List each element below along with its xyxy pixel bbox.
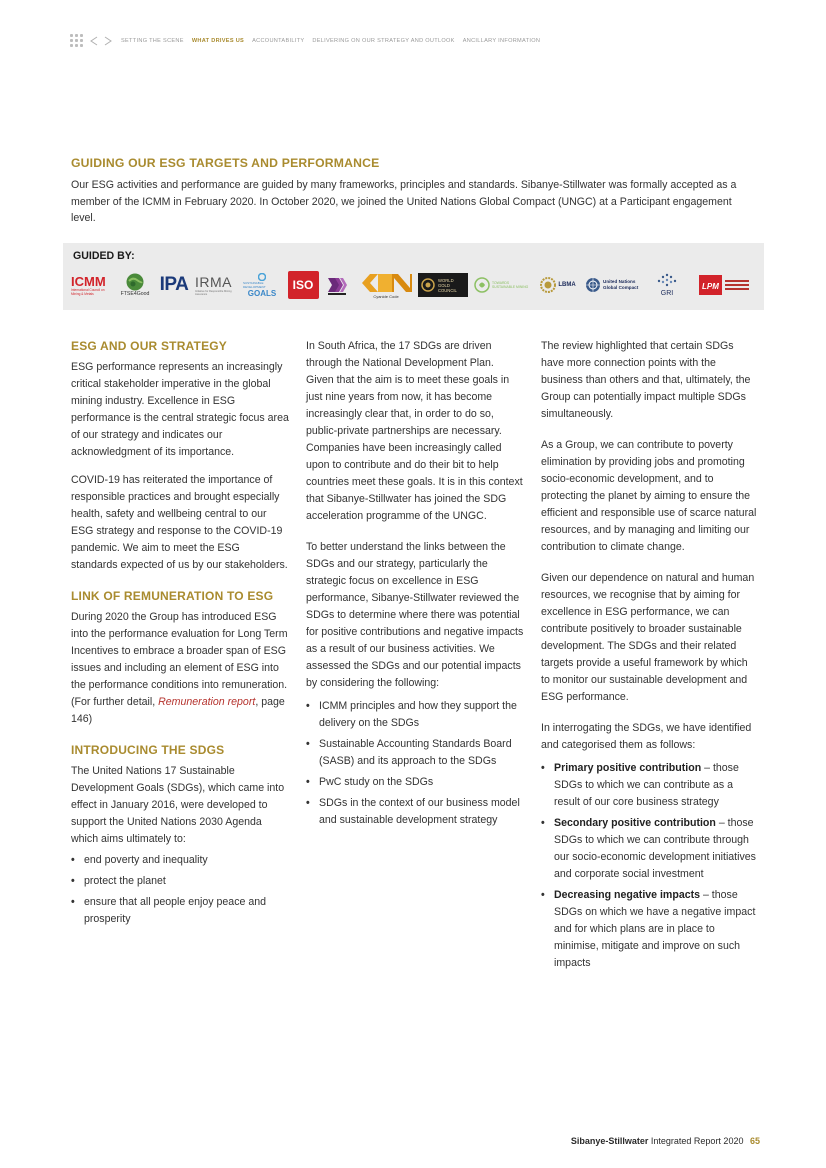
gold-globe-icon [421,278,435,292]
column-2 [306,338,524,833]
page-footer [571,1136,760,1146]
bullet-list [541,760,759,972]
gri-dots-icon [655,272,679,290]
previous-page-icon[interactable] [89,36,99,46]
world-gold-council-logo: WORLD GOLD COUNCIL [418,269,468,301]
paragraph: In South Africa, the 17 SDGs are driven through the National Development Plan. Given that the aim is to meet these goals in just nine years from now, it has become increasingly clear that, in order to do so, public-private partnerships are necessary. Companies have been increasingly called upon to contribute and do their bit to help countries meet these goals. It is in this context that Sibanye-Stillwater has joined the SDG acceleration programme of the UNGC. [306,340,523,522]
list-item: • PwC study on the SDGs [306,774,524,791]
section-title: GUIDING OUR ESG TARGETS AND PERFORMANCE [71,156,380,170]
stripes-logo [325,269,349,301]
report-title: Integrated Report 2020 [650,1136,744,1146]
intro-paragraph: Our ESG activities and performance are guided by many frameworks, principles and standards. Sibanye-Stillwater was formally accepted as a member of the ICMM in February 2020. In October 2020, we joined the United Nations Global Compact (UNGC) at a Participant engagement level. [71,179,737,225]
top-navigation [70,34,548,47]
ipa-logo: IPA [159,274,189,295]
bullet-list [71,852,289,928]
nav-what-drives-us[interactable]: WHAT DRIVES US [191,37,245,44]
column-1 [71,338,289,932]
tsm-leaf-icon [474,277,490,293]
guided-by-panel [63,243,764,310]
cyanide-code-icon [360,272,412,294]
nav-delivering-strategy[interactable]: DELIVERING ON OUR STRATEGY AND OUTLOOK [312,37,455,44]
heading-remuneration: LINK OF REMUNERATION TO ESG [71,589,274,603]
lpm-logo: LPM [693,269,755,301]
list-item: • end poverty and inequality [71,852,289,869]
paragraph: The United Nations 17 Sustainable Development Goals (SDGs), which came into effect in January 2016, were developed to support the United Nations 2030 Agenda which aims ultimately to: [71,765,285,845]
gri-logo: GRI [651,269,683,301]
lbma-seal-icon [540,277,556,293]
cyanide-code-logo: Cyanide Code [359,269,413,301]
heading-esg-strategy: ESG AND OUR STRATEGY [71,339,228,353]
list-item: • ensure that all people enjoy peace and prosperity [71,894,289,928]
page-number: 65 [749,1136,760,1146]
nav-setting-the-scene[interactable]: SETTING THE SCENE [121,37,184,44]
irma-logo: IRMA Initiative for Responsible Mining Assurance [195,273,232,296]
list-item: • Primary positive contribution – those SDGs to which we can contribute as a result of our core business strategy [541,760,759,811]
nav-accountability[interactable]: ACCOUNTABILITY [252,37,305,44]
heading-introducing-sdgs: INTRODUCING THE SDGS [71,743,225,757]
un-global-compact-logo: United Nations Global Compact [583,269,645,301]
iso-logo: ISO [287,269,319,301]
remuneration-report-link[interactable]: Remuneration report [158,696,256,708]
paragraph: Given our dependence on natural and human resources, we recognise that by aiming for excellence in ESG performance, we can contribute positively to broader sustainable development. The SDGs and their related targets provide a useful framework by which to monitor our sustainable development and ESG performance. [541,572,755,703]
list-item: • Decreasing negative impacts – those SDGs on which we have a negative impact and for which plans are in place to minimise, mitigate and improve on such impacts [541,887,759,972]
list-item: • protect the planet [71,873,289,890]
paragraph: As a Group, we can contribute to poverty elimination by providing jobs and promoting socio-economic development, and to protecting the planet by aiming to ensure the efficient and responsible use of scarce natural resources, and by managing and limiting our contribution to climate change. [541,439,757,553]
bullet-list [306,698,524,829]
globe-icon [126,273,144,291]
company-name: Sibanye-Stillwater [570,1136,649,1146]
un-emblem-icon [585,277,601,293]
list-item: • ICMM principles and how they support the delivery on the SDGs [306,698,524,732]
icmm-logo: ICMM International Council on Mining & Metals [71,273,106,296]
list-item: • Secondary positive contribution – those SDGs to which we can contribute through our socio-economic development initiatives and corporate social investment [541,815,759,883]
menu-grid-icon[interactable] [70,34,83,47]
sdg-logo: SUSTAINABLE DEVELOPMENT GOALS [243,269,281,301]
paragraph: ESG performance represents an increasingly critical stakeholder imperative in the global mining industry. Excellence in ESG performance is the central strategic focus area of our strategy and indicates our acknowledgment of its importance. [71,361,289,458]
column-3 [541,338,759,976]
list-item: • Sustainable Accounting Standards Board (SASB) and its approach to the SDGs [306,736,524,770]
tsm-logo: TOWARDS SUSTAINABLE MINING [473,269,531,301]
paragraph: The review highlighted that certain SDGs have more connection points with the business than others and that, ultimately, the Group can potentially impact multiple SDGs simultaneously. [541,340,751,420]
lbma-logo: LBMA [537,269,579,301]
guided-by-label: GUIDED BY: [73,250,135,262]
list-item: • SDGs in the context of our business model and sustainable development strategy [306,795,524,829]
nav-ancillary-information[interactable]: ANCILLARY INFORMATION [462,37,541,44]
paragraph: In interrogating the SDGs, we have identified and categorised them as follows: [541,722,752,751]
paragraph: To better understand the links between the SDGs and our strategy, particularly the strategic focus on excellence in ESG performance, Sibanye-Stillwater reviewed the SDGs to determine where there was potential for positive contributions and negative impacts as a result of our business activities. We assessed the SDGs and our potential impacts by considering the following: [306,541,524,689]
next-page-icon[interactable] [103,36,113,46]
ftse4good-logo: FTSE4Good [115,269,155,301]
paragraph: COVID-19 has reiterated the importance of responsible practices and brought especially health, safety and wellbeing central to our ESG strategy and response to the COVID-19 pandemic. We aim to meet the ESG standards expected of us by our stakeholders. [71,474,288,571]
paragraph: During 2020 the Group has introduced ESG into the performance evaluation for Long Term Incentives to embrace a broader span of ESG issues and including an element of ESG into the performance conditions into remuneration. (For further detail, Remuneration report, page 146) [71,611,288,725]
stripes-icon [326,274,348,296]
framework-logos [71,269,761,303]
sdg-wheel-icon [258,273,266,281]
